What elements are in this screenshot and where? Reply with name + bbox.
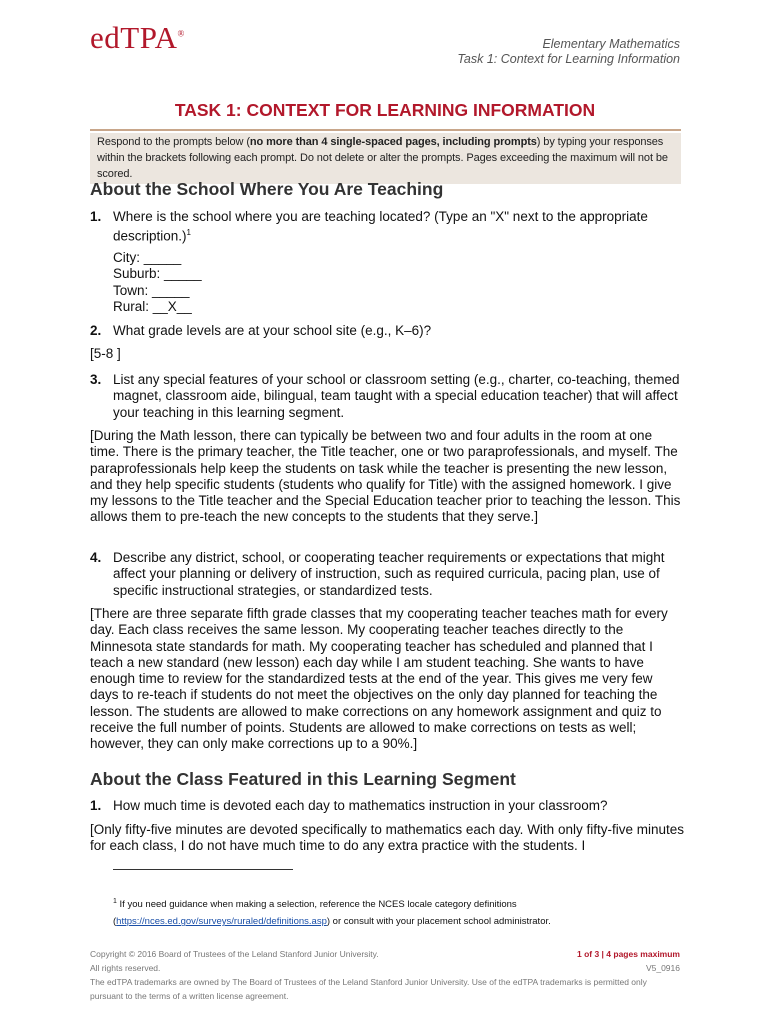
footnote [113,893,633,930]
section-heading-school: About the School Where You Are Teaching [90,179,444,199]
prompt-text: List any special features of your school or classroom setting (e.g., charter, co-teaching, themed magnet, classroom aide, bilingual, team taught with a special education teacher) that will affect your teaching in this learning segment. [113,372,680,420]
option-town[interactable]: Town: _____ [113,282,190,298]
rights-line: All rights reserved. [90,962,161,973]
page-title: TASK 1: CONTEXT FOR LEARNING INFORMATION [174,100,596,120]
instructions-emphasis: no more than 4 single-spaced pages, including prompts [249,136,537,148]
registered-mark: ® [177,28,185,39]
prompt-text: Where is the school where you are teaching located? (Type an "X" next to the appropriate description.) [113,209,648,244]
response-grade-levels[interactable]: [5-8 ] [90,346,121,361]
prompt-grade-levels [90,323,685,339]
footnote-text: If you need guidance when making a selection, reference the NCES locale category definitions ( [113,899,517,928]
prompt-number: 1. [90,798,102,813]
option-suburb[interactable]: Suburb: _____ [113,266,202,282]
prompt-requirements [90,550,685,599]
response-requirements[interactable]: [There are three separate fifth grade classes that my cooperating teacher teaches math for every day. Each class receives the same lesson. My cooperating teacher teaches directly to the Minnesota state standards for math. My cooperating teacher has scheduled and planned that I teach a new standard (new lesson) each day while I am student teaching. She wants to have enough time to review for the standardized tests at the end of the year. This gives me very few days to re-teach if students do not meet the objectives on the only day planned for teaching the lesson. The students are allowed to make corrections on any homework assignment and quiz to receive the full number of points. Students are allowed to make corrections on tests as well; however, they can only make corrections up to a 90%.] [90,606,668,752]
task-subtitle: Task 1: Context for Learning Information [457,52,680,66]
option-rural[interactable]: Rural: __X__ [113,298,192,314]
prompt-text: How much time is devoted each day to mathematics instruction in your classroom? [113,798,608,813]
version-label: V5_0916 [645,962,680,973]
footnote-mark: 1 [113,898,117,905]
prompt-number: 1. [90,209,102,224]
title-divider [90,129,681,131]
section-heading-class: About the Class Featured in this Learning Segment [90,769,516,789]
prompt-special-features [90,372,685,421]
prompt-number: 2. [90,323,102,338]
prompt-number: 4. [90,550,102,565]
instructions-text: Respond to the prompts below ( [97,136,250,148]
prompt-number: 3. [90,372,102,387]
footnote-divider [113,869,293,870]
edtpa-logo: edTPA® [90,20,185,55]
response-math-time[interactable]: [Only fifty-five minutes are devoted specifically to mathematics each day. With only fifty-five minutes for each class, I do not have much time to do any extra practice with the students. I [90,822,684,854]
prompt-text: Describe any district, school, or cooperating teacher requirements or expectations that might affect your planning or delivery of instruction, such as required curricula, pacing plan, use of specific instructional strategies, or standardized tests. [113,550,665,598]
instructions-text-end: ) by typing your responses within the brackets following each prompt. Do not delete or alter the prompts. Pages exceeding the maximum will not be scored. [97,136,668,180]
footnote-text-end: ) or consult with your placement school administrator. [326,916,551,928]
option-city[interactable]: City: _____ [113,250,182,265]
copyright-line: Copyright © 2016 Board of Trustees of the Leland Stanford Junior University. [90,949,379,959]
nces-link[interactable]: https://nces.ed.gov/surveys/ruraled/definitions.asp [116,916,327,928]
subject-label: Elementary Mathematics [542,37,680,51]
page-count: 1 of 3 | 4 pages maximum [576,949,680,959]
location-options [113,250,202,315]
response-special-features[interactable]: [During the Math lesson, there can typically be between two and four adults in the room at one time. There is the primary teacher, the Title teacher, one or two paraprofessionals, and myself. The paraprofessionals help keep the students on task while the teacher is presenting the new lesson, and they help specific students (students who qualify for Title) with the assigned homework. I give my lessons to the Title teacher and the Special Education teacher prior to teaching the lesson. This allows them to pre-teach the new concepts to the students that they serve.] [90,428,681,525]
page-info [577,948,680,975]
prompt-text: What grade levels are at your school site (e.g., K–6)? [113,323,432,338]
instructions-box [90,133,681,184]
prompt-school-location [90,209,685,245]
document-header-info [457,37,680,67]
trademark-notice: The edTPA trademarks are owned by The Board of Trustees of the Leland Stanford Junior University. Use of the edTPA trademarks is permitted only pursuant to the terms of a written license agreement. [90,977,647,1001]
copyright-notice [90,948,560,975]
prompt-math-time [90,798,685,814]
footnote-ref[interactable]: 1 [186,228,191,238]
